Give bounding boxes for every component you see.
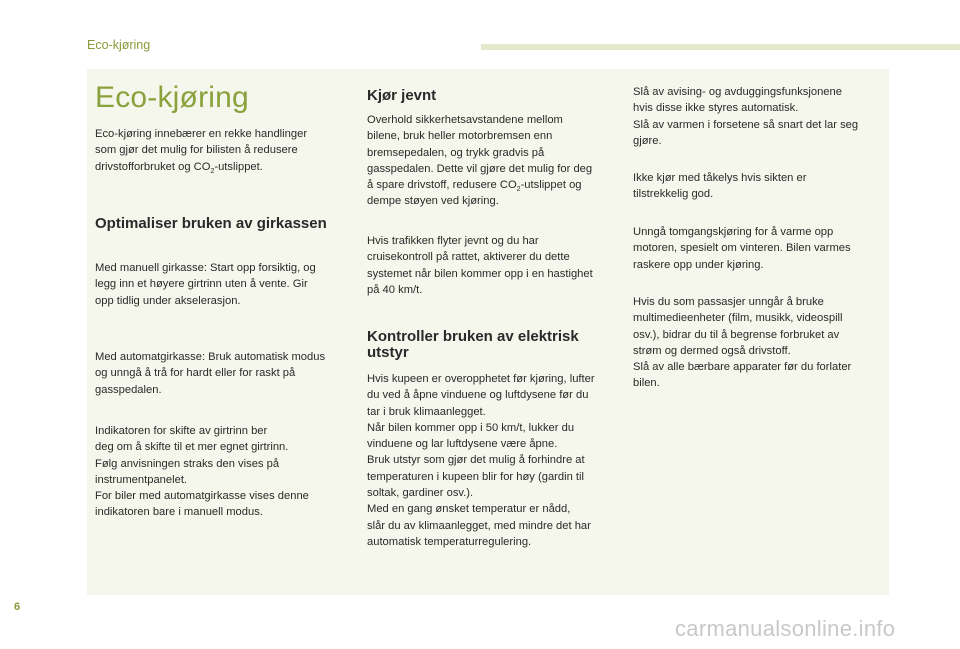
- gear-indicator-paragraph: Indikatoren for skifte av girtrinn ber deg om å skifte til et mer egnet girtrinn. Følg anvisningen straks den vises på instrumentpanelet. For biler med automatgirkasse vises denne indikatoren bare i manuell modus.: [95, 425, 309, 519]
- fog-lights-paragraph: Ikke kjør med tåkelys hvis sikten er tilstrekkelig god.: [633, 172, 807, 201]
- gearbox-heading: Optimaliser bruken av girkassen: [95, 215, 327, 232]
- multimedia-paragraph: Hvis du som passasjer unngår å bruke multimedieenheter (film, musikk, videospill osv.), bidrar du til å begrense forbruket av strøm og dermed også drivstoff. Slå av alle bærbare apparater før du forlater bilen.: [633, 296, 852, 390]
- automatic-gearbox-paragraph: Med automatgirkasse: Bruk automatisk modus og unngå å trå for hardt eller for raskt på gasspedalen.: [95, 351, 326, 396]
- intro-paragraph: [95, 126, 357, 175]
- climate-paragraph: Hvis kupeen er overopphetet før kjøring, lufter du ved å åpne vinduene og luftdysene før du tar i bruk klimaanlegget. Når bilen kommer opp i 50 km/t, lukker du vinduene og lar luftdysene være åpne. Bruk utstyr som gjør det mulig å forhindre at temperaturen i kupeen blir for høy (gardin til soltak, gardiner osv.). Med en gang ønsket temperatur er nådd, slår du av klimaanlegget, med mindre det har automatisk temperaturregulering.: [367, 373, 595, 548]
- watermark-text: carmanualsonline.info: [675, 616, 896, 641]
- intro-text-before: Eco-kjøring innebærer en rekke handlinger som gjør det mulig for bilisten å redusere drivstofforbruket og CO: [95, 128, 308, 173]
- header-section-title: Eco-kjøring: [87, 38, 151, 52]
- intro-subscript: 2: [210, 167, 215, 175]
- smooth-driving-text-after: -utslippet og dempe støyen ved kjøring.: [367, 179, 582, 208]
- smooth-driving-subscript: 2: [516, 186, 521, 194]
- header-accent-bar: [481, 44, 960, 50]
- defrost-paragraph: Slå av avising- og avduggingsfunksjonene hvis disse ikke styres automatisk. Slå av varmen i forsetene så snart det lar seg gjøre.: [633, 86, 859, 147]
- smooth-driving-heading: Kjør jevnt: [367, 87, 437, 104]
- idling-paragraph: Unngå tomgangskjøring for å varme opp motoren, spesielt om vinteren. Bilen varmes raskere opp under kjøring.: [633, 226, 851, 271]
- smooth-driving-text-before: Overhold sikkerhetsavstandene mellom bilene, bruk heller motorbremsen enn bremsepedalen, og trykk gradvis på gasspedalen. Dette vil gjøre det mulig for deg å spare drivstoff, redusere CO: [367, 114, 593, 192]
- smooth-driving-paragraph: [367, 112, 622, 210]
- page-title: Eco-kjøring: [95, 81, 249, 114]
- electrical-equipment-heading: Kontroller bruken av elektrisk utstyr: [367, 328, 579, 361]
- content-panel: [87, 69, 889, 595]
- intro-text-after: -utslippet.: [214, 160, 263, 173]
- manual-gearbox-paragraph: Med manuell girkasse: Start opp forsiktig, og legg inn et høyere girtrinn uten å vente. Gir opp tidlig under akselerasjon.: [95, 262, 316, 307]
- page-number: 6: [14, 601, 21, 613]
- cruise-control-paragraph: Hvis trafikken flyter jevnt og du har cruisekontroll på rattet, aktiverer du dette systemet når bilen kommer opp i en hastighet på 40 km/t.: [367, 235, 593, 296]
